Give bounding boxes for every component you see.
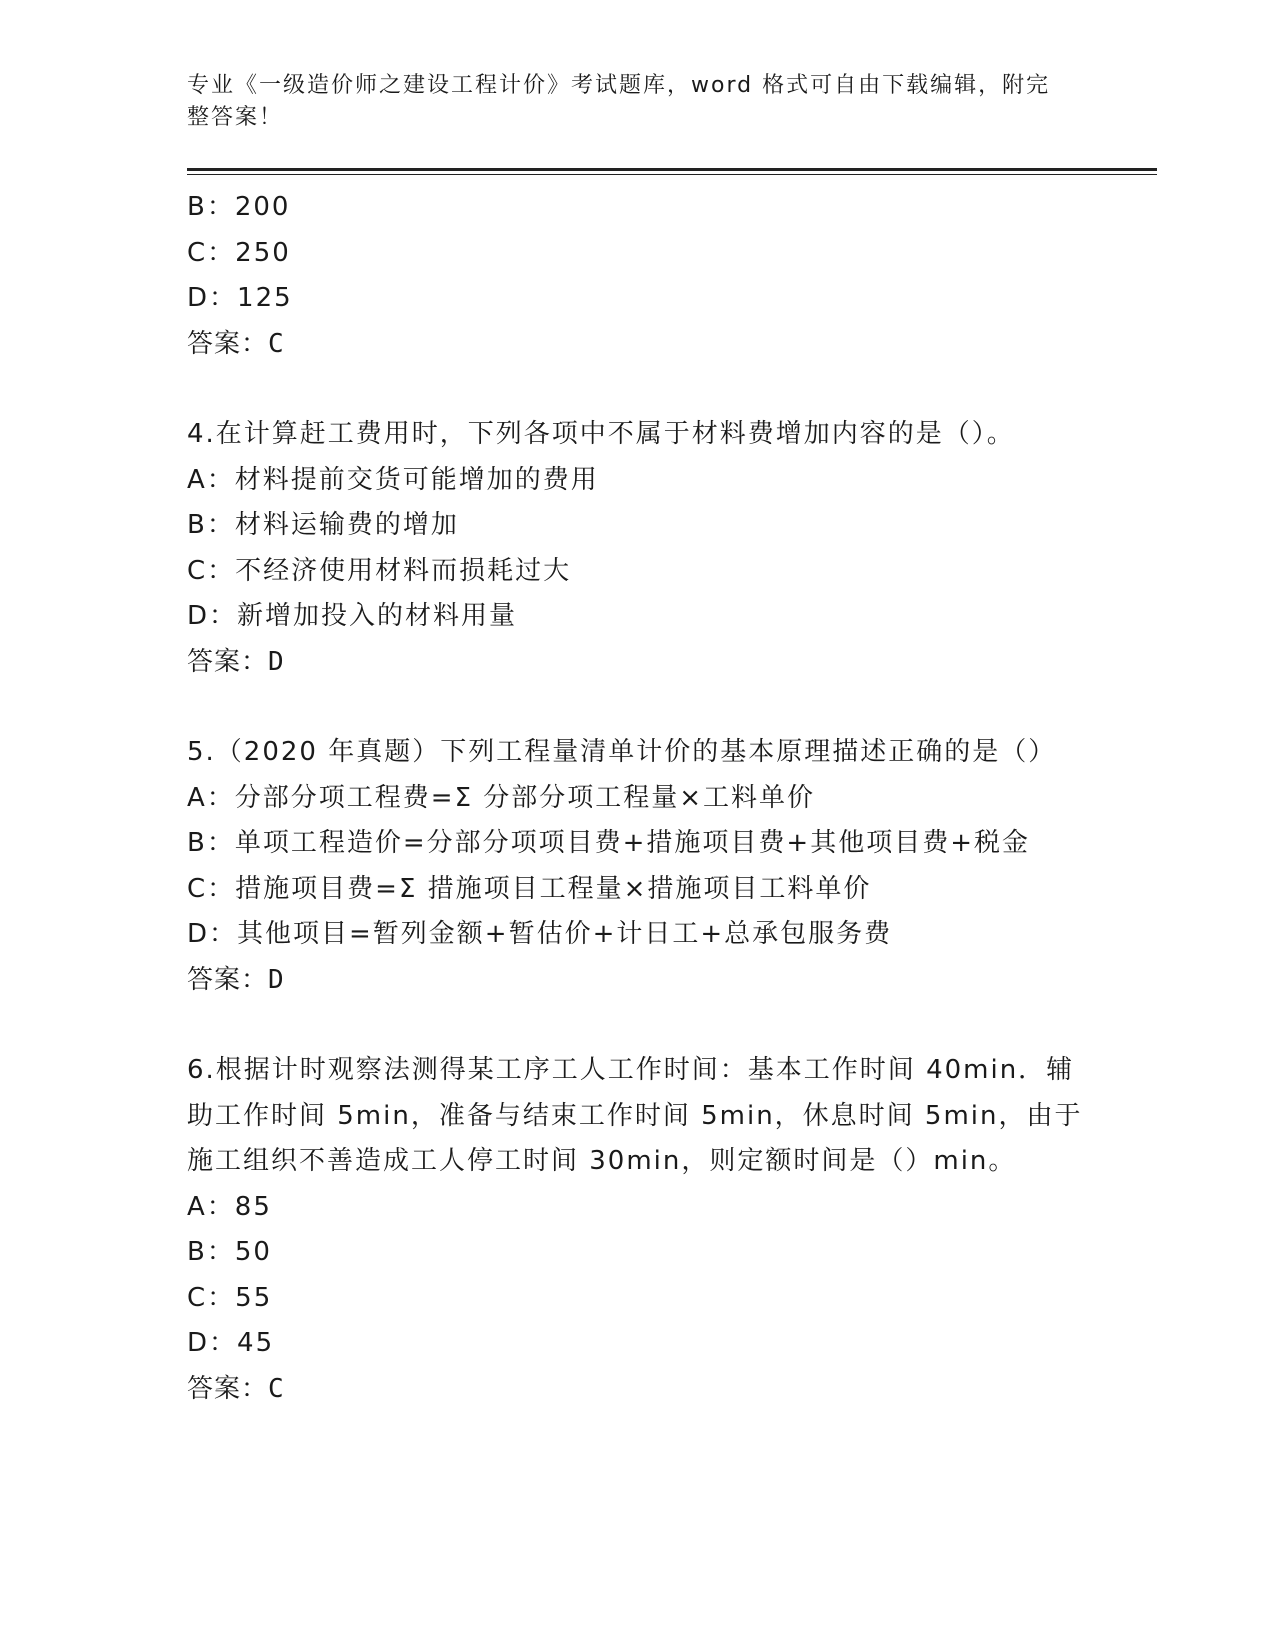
option-a: A：分部分项工程费=Σ 分部分项工程量×工料单价 <box>187 782 816 813</box>
option-c: C：250 <box>187 237 291 268</box>
question-stem: 5.（2020 年真题）下列工程量清单计价的基本原理描述正确的是（） <box>187 737 1057 767</box>
option-a: A：材料提前交货可能增加的费用 <box>187 464 599 495</box>
document-page <box>187 70 1157 1412</box>
option-c: C：不经济使用材料而损耗过大 <box>187 555 572 586</box>
question-block-5 <box>187 730 1157 1003</box>
header-divider <box>187 168 1157 175</box>
option-d: D：其他项目=暂列金额+暂估价+计日工+总承包服务费 <box>187 919 893 949</box>
option-c: C：措施项目费=Σ 措施项目工程量×措施项目工料单价 <box>187 873 872 904</box>
answer-line: 答案：D <box>187 964 285 995</box>
document-header: 专业《一级造价师之建设工程计价》考试题库，word 格式可自由下载编辑，附完整答案！ <box>187 73 1051 130</box>
question-stem: 6.根据计时观察法测得某工序工人工作时间：基本工作时间 40min．辅助工作时间 5min，准备与结束工作时间 5min，休息时间 5min，由于施工组织不善造成工人停工时间 30min，则定额时间是（）min。 <box>187 1055 1083 1176</box>
question-block-6 <box>187 1048 1157 1412</box>
spacer <box>187 367 1157 412</box>
option-d: D：新增加投入的材料用量 <box>187 601 518 631</box>
spacer <box>187 1003 1157 1048</box>
option-d: D：125 <box>187 283 293 313</box>
answer-line: 答案：C <box>187 1373 285 1404</box>
option-b: B：材料运输费的增加 <box>187 510 459 540</box>
answer-line: 答案：C <box>187 328 285 359</box>
option-b: B：50 <box>187 1237 272 1267</box>
question-list <box>187 185 1157 1412</box>
option-b: B：单项工程造价=分部分项项目费+措施项目费+其他项目费+税金 <box>187 828 1030 858</box>
question-block-partial <box>187 185 1157 367</box>
answer-line: 答案：D <box>187 646 285 677</box>
option-a: A：85 <box>187 1191 272 1222</box>
option-c: C：55 <box>187 1282 273 1313</box>
spacer <box>187 685 1157 730</box>
option-b: B：200 <box>187 192 291 222</box>
question-stem: 4.在计算赶工费用时，下列各项中不属于材料费增加内容的是（）。 <box>187 419 1015 449</box>
option-d: D：45 <box>187 1328 275 1358</box>
question-block-4 <box>187 412 1157 685</box>
